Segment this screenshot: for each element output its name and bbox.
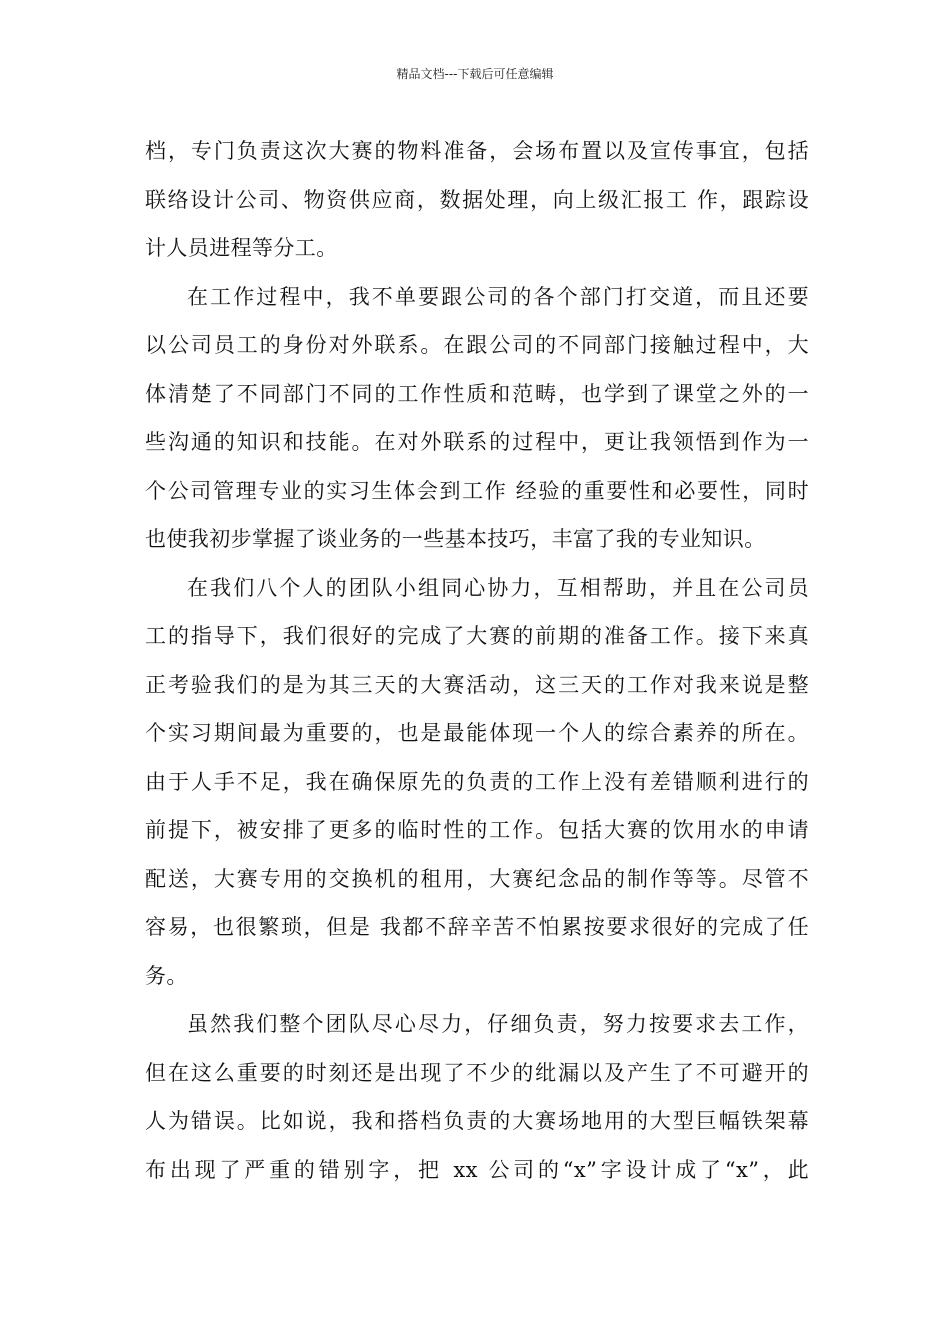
text-line: 也使我初步掌握了谈业务的一些基本技巧，丰富了我的专业知识。 [145,527,766,551]
text-line: 个公司管理专业的实习生体会到工作 经验的重要性和必要性，同时 [145,478,809,503]
text-line: 计人员进程等分工。 [145,236,338,260]
text-line: 容易，也很繁琐，但是 我都不辞辛苦不怕累按要求很好的完成了任 [145,915,809,939]
document-body [145,127,809,1194]
text-line: 由于人手不足，我在确保原先的负责的工作上没有差错顺利进行的 [145,769,809,794]
paragraph [145,127,809,273]
text-line: 个实习期间最为重要的，也是最能体现一个人的综合素养的所在。 [145,721,809,745]
text-line: 务。 [145,963,188,988]
text-line: 联络设计公司、物资供应商，数据处理，向上级汇报工 作，跟踪设 [145,187,809,212]
text-line: 在工作过程中，我不单要跟公司的各个部门打交道，而且还要 [187,284,809,309]
text-line: 档，专门负责这次大赛的物料准备，会场布置以及宣传事宜，包括 [145,139,809,163]
text-line: 在我们八个人的团队小组同心协力，互相帮助，并且在公司员 [187,575,809,600]
text-line: 工的指导下，我们很好的完成了大赛的前期的准备工作。接下来真 [145,624,809,648]
text-line: 布出现了严重的错别字，把 xx 公司的“x”字设计成了“x”，此 [145,1157,809,1182]
text-line: 些沟通的知识和技能。在对外联系的过程中，更让我领悟到作为一 [145,430,809,454]
text-line: 以公司员工的身份对外联系。在跟公司的不同部门接触过程中，大 [145,333,809,357]
text-line: 虽然我们整个团队尽心尽力，仔细负责，努力按要求去工作， [187,1012,809,1036]
page-header: 精品文档---下载后可任意编辑 [396,67,554,81]
text-line: 正考验我们的是为其三天的大赛活动，这三天的工作对我来说是整 [145,672,809,697]
paragraph [145,273,809,564]
text-line: 配送，大赛专用的交换机的租用，大赛纪念品的制作等等。尽管不 [145,866,809,891]
text-line: 但在这么重要的时刻还是出现了不少的纰漏以及产生了不可避开的 [145,1060,809,1085]
text-line: 体清楚了不同部门不同的工作性质和范畴，也学到了课堂之外的一 [145,381,809,406]
text-line: 人为错误。比如说，我和搭档负责的大赛场地用的大型巨幅铁架幕 [145,1109,809,1133]
paragraph [145,1000,809,1194]
text-line: 前提下，被安排了更多的临时性的工作。包括大赛的饮用水的申请 [145,818,809,842]
paragraph [145,564,809,1001]
